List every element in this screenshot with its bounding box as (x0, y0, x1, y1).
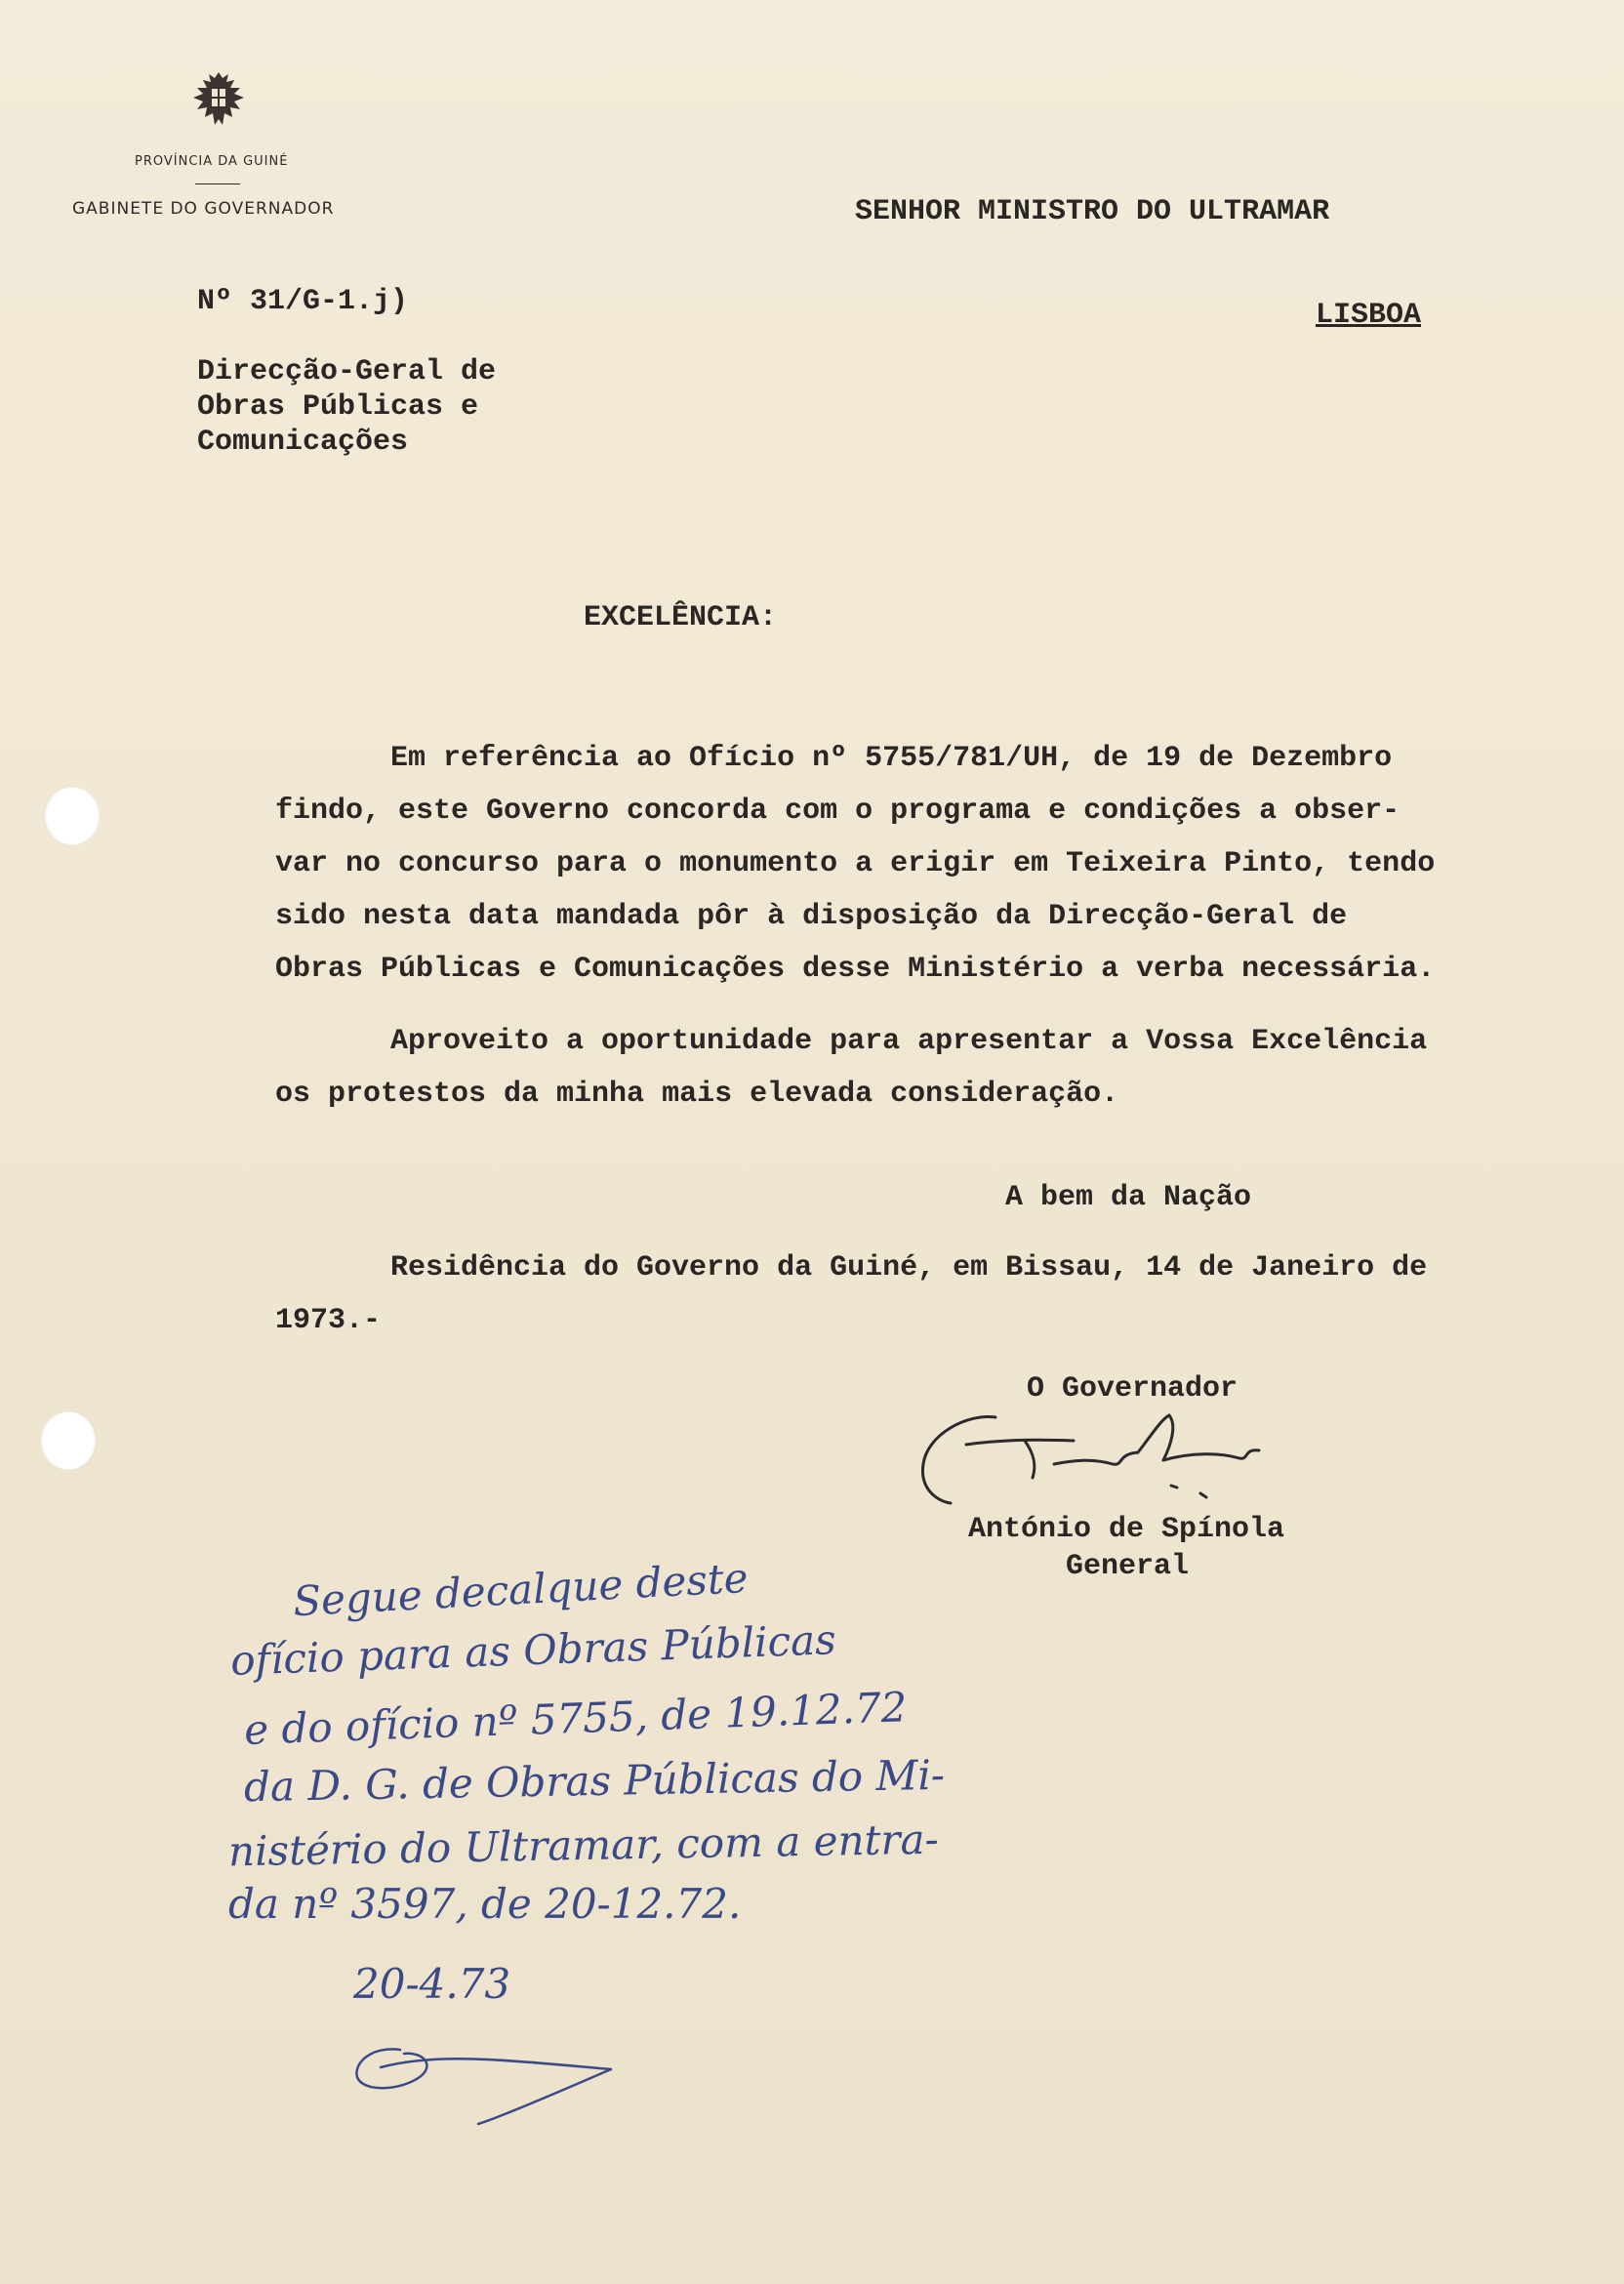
handwritten-line-3: e do ofício nº 5755, de 19.12.72 (243, 1683, 909, 1754)
paragraph-1-line-3: var no concurso para o monumento a erigir em Teixeira Pinto, tendo (275, 847, 1436, 880)
salutation: EXCELÊNCIA: (584, 601, 778, 634)
punch-hole-top (45, 787, 100, 845)
paragraph-1-line-4: sido nesta data mandada pôr à disposição da Direcção-Geral de (275, 900, 1348, 933)
place-date-line-2: 1973.- (275, 1304, 382, 1337)
signer-title: O Governador (1027, 1372, 1238, 1406)
paragraph-2-line-1: Aproveito a oportunidade para apresentar a Vossa Excelência (390, 1025, 1428, 1058)
paragraph-1-line-1: Em referência ao Ofício nº 5755/781/UH, de 19 de Dezembro (390, 742, 1393, 775)
department-line-1: Direcção-Geral de (197, 355, 497, 388)
closing-motto: A bem da Nação (1005, 1181, 1252, 1214)
letterhead-office: GABINETE DO GOVERNADOR (72, 199, 335, 219)
handwritten-line-4: da D. G. de Obras Públicas do Mi- (243, 1750, 946, 1812)
signer-rank: General (1066, 1550, 1190, 1583)
reference-number: Nº 31/G-1.j) (197, 285, 409, 318)
paragraph-1-line-5: Obras Públicas e Comunicações desse Ministério a verba necessária. (275, 953, 1436, 986)
paragraph-2-line-2: os protestos da minha mais elevada consideração. (275, 1078, 1119, 1111)
handwritten-line-6: da nº 3597, de 20-12.72. (228, 1880, 742, 1928)
punch-hole-bottom (41, 1411, 96, 1470)
handwritten-initials (342, 2020, 634, 2128)
coat-of-arms-emblem (178, 70, 260, 133)
handwritten-line-5: nistério do Ultramar, com a entra- (227, 1815, 940, 1876)
place-date-line-1: Residência do Governo da Guiné, em Bissau, 14 de Janeiro de (390, 1251, 1428, 1285)
recipient-line: SENHOR MINISTRO DO ULTRAMAR (855, 195, 1330, 228)
signer-name: António de Spínola (968, 1513, 1285, 1546)
governor-signature (908, 1396, 1318, 1513)
letterhead-province: PROVÍNCIA DA GUINÉ (135, 154, 289, 169)
department-line-2: Obras Públicas e (197, 390, 479, 424)
recipient-city: LISBOA (1316, 299, 1422, 332)
department-line-3: Comunicações (197, 426, 409, 459)
handwritten-date: 20-4.73 (353, 1960, 511, 2008)
handwritten-line-1: Segue decalque deste (292, 1553, 750, 1626)
handwritten-line-2: ofício para as Obras Públicas (229, 1615, 837, 1685)
paragraph-1-line-2: findo, este Governo concorda com o programa e condições a obser- (275, 795, 1401, 828)
